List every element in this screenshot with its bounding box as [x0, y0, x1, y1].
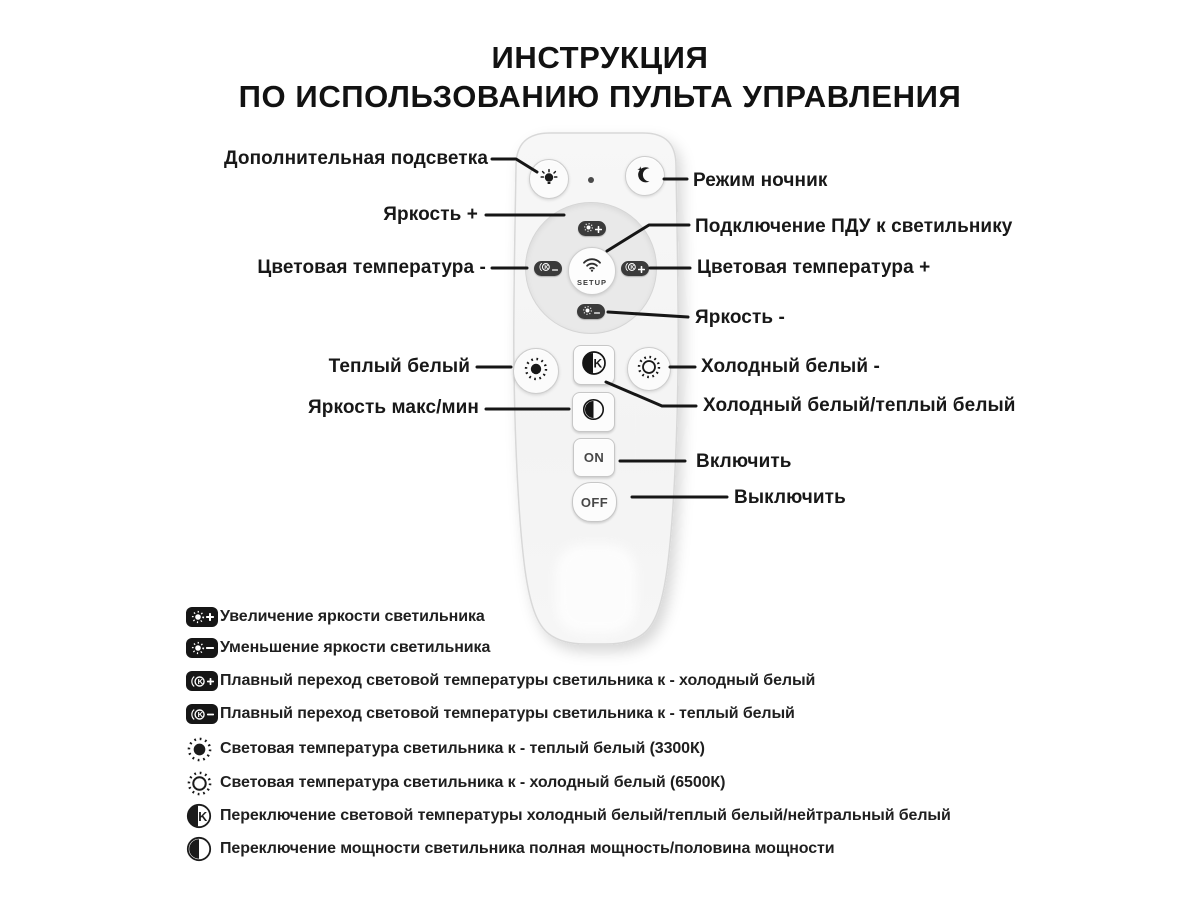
minus-icon — [594, 303, 600, 321]
svg-text:K: K — [593, 356, 603, 371]
bulb-icon — [539, 167, 559, 192]
ir-led — [588, 177, 594, 183]
svg-text:K: K — [543, 264, 548, 271]
title-line-2: ПО ИСПОЛЬЗОВАНИЮ ПУЛЬТА УПРАВЛЕНИЯ — [238, 79, 962, 114]
moon-icon — [635, 164, 655, 189]
off-label: OFF — [580, 494, 609, 510]
legend-row — [186, 735, 705, 763]
legend-text: Увеличение яркости светильника — [220, 608, 485, 625]
color-temp-plus-pill-icon — [186, 671, 218, 691]
brightness-minus-button[interactable] — [577, 304, 605, 319]
callout-brightness-minus: Яркость - — [695, 307, 785, 328]
contrast-icon — [582, 398, 605, 426]
extra-light-button[interactable] — [529, 159, 569, 199]
legend-row — [186, 700, 795, 728]
on-button[interactable] — [573, 438, 615, 477]
brightness-plus-button[interactable] — [578, 221, 606, 236]
remote-gloss — [556, 545, 636, 633]
callout-color-temp-plus: Цветовая температура + — [697, 257, 931, 278]
off-button[interactable] — [572, 482, 617, 522]
callout-additional-light: Дополнительная подсветка — [224, 148, 488, 169]
minus-icon — [552, 260, 558, 278]
legend-text: Плавный переход световой температуры светильника к - теплый белый — [220, 705, 795, 722]
cold-sun-icon — [636, 354, 662, 385]
callout-brightness-maxmin: Яркость макс/мин — [308, 397, 479, 418]
circle-k-icon — [625, 260, 637, 278]
temp-switch-icon — [581, 350, 607, 381]
on-label: ON — [583, 450, 605, 465]
temp-switch-icon — [186, 803, 220, 829]
svg-text:K: K — [197, 709, 203, 719]
wifi-icon — [580, 255, 604, 277]
color-temp-minus-button[interactable] — [534, 261, 562, 276]
legend-text: Световая температура светильника к - холодный белый (6500К) — [220, 774, 726, 791]
power-switch-icon — [186, 836, 220, 862]
callout-turn-on: Включить — [696, 451, 792, 472]
legend-text: Переключение мощности светильника полная мощность/половина мощности — [220, 840, 835, 857]
callout-pairing: Подключение ПДУ к светильнику — [695, 216, 1013, 237]
callout-turn-off: Выключить — [734, 487, 846, 508]
brightness-plus-pill-icon — [186, 607, 218, 627]
legend-text: Световая температура светильника к - теплый белый (3300К) — [220, 740, 705, 757]
plus-icon — [595, 220, 602, 238]
color-temp-plus-button[interactable] — [621, 261, 649, 276]
cold-sun-icon — [186, 770, 220, 797]
warm-sun-icon — [523, 356, 549, 387]
legend-text: Плавный переход световой температуры светильника к - холодный белый — [220, 672, 816, 689]
plus-icon — [638, 260, 645, 278]
svg-text:K: K — [197, 676, 203, 686]
legend-row — [186, 802, 951, 830]
cold-white-button[interactable] — [627, 347, 671, 391]
callout-night-mode: Режим ночник — [693, 170, 828, 191]
sun-icon — [582, 303, 593, 321]
setup-button[interactable] — [568, 247, 616, 295]
legend-row — [186, 603, 485, 631]
setup-label: SETUP — [576, 278, 607, 287]
legend-text: Уменьшение яркости светильника — [220, 639, 491, 656]
warm-white-button[interactable] — [513, 348, 559, 394]
power-half-button[interactable] — [572, 392, 615, 432]
circle-k-icon — [539, 260, 551, 278]
sun-icon — [583, 220, 594, 238]
callout-brightness-plus: Яркость + — [383, 204, 478, 225]
night-mode-button[interactable] — [625, 156, 665, 196]
title-line-1: ИНСТРУКЦИЯ — [491, 40, 709, 75]
legend-row — [186, 769, 725, 797]
color-temp-minus-pill-icon — [186, 704, 218, 724]
legend-row — [186, 634, 490, 662]
legend-text: Переключение световой температуры холодный белый/теплый белый/нейтральный белый — [220, 807, 951, 824]
warm-sun-icon — [186, 736, 220, 763]
legend-row — [186, 667, 815, 695]
callout-warm-white: Теплый белый — [328, 356, 470, 377]
brightness-minus-pill-icon — [186, 638, 218, 658]
legend-row — [186, 835, 835, 863]
callout-cold-white: Холодный белый - — [701, 356, 880, 377]
svg-text:K: K — [630, 264, 635, 271]
svg-text:K: K — [198, 809, 208, 824]
callout-cold-warm-toggle: Холодный белый/теплый белый — [703, 395, 1016, 416]
temp-switch-button[interactable] — [573, 345, 615, 385]
callout-color-temp-minus: Цветовая температура - — [257, 257, 486, 278]
